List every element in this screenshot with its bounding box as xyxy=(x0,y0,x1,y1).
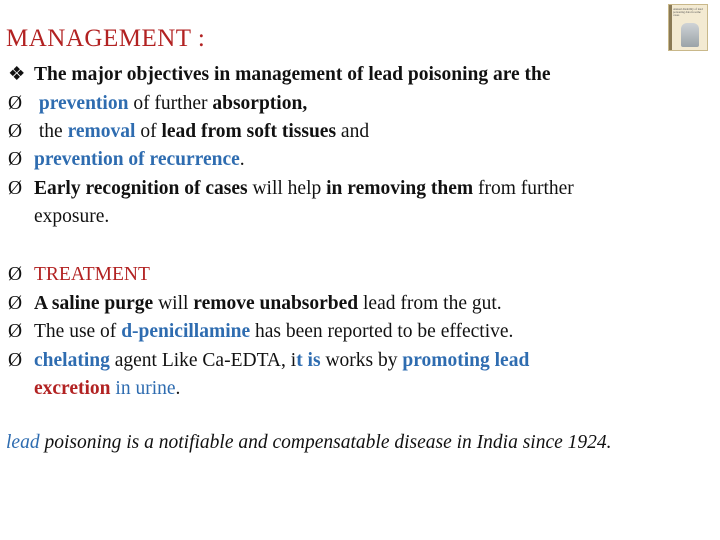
treatment-heading: TREATMENT xyxy=(34,264,150,285)
slide-title: MANAGEMENT : xyxy=(6,25,206,52)
bullet-text: the xyxy=(38,121,68,142)
bullet-text: lead from the gut. xyxy=(358,293,502,314)
removal-bullet xyxy=(8,118,369,146)
bullet-text: prevention xyxy=(38,93,129,114)
bullet-text: agent Like Ca-EDTA, i xyxy=(109,350,297,371)
arrow-bullet-icon: Ø xyxy=(8,121,23,142)
bullet-text: removal xyxy=(67,121,136,142)
bullet-text: of further xyxy=(128,93,213,114)
arrow-bullet-icon: Ø xyxy=(8,264,23,285)
thumbnail-caption xyxy=(673,8,703,17)
bullet-text: in removing them xyxy=(326,178,474,199)
bullet-text: lead from soft tissues xyxy=(161,121,337,142)
bullet-text: d-penicillamine xyxy=(121,321,251,342)
chelating-bullet xyxy=(8,347,529,375)
footer-note xyxy=(6,432,612,454)
footer-keyword: lead xyxy=(6,432,40,453)
arrow-bullet-icon: Ø xyxy=(8,293,23,314)
bullet-text: . xyxy=(239,149,245,170)
arrow-bullet-icon: Ø xyxy=(8,93,23,114)
bullet-text: The use of xyxy=(34,321,122,342)
arrow-bullet-icon: Ø xyxy=(8,321,23,342)
bullet-text: of xyxy=(135,121,162,142)
bullet-text: and xyxy=(336,121,370,142)
thumbnail-line: cases xyxy=(673,13,680,17)
bullet-text: . xyxy=(175,378,181,399)
saline-purge-bullet xyxy=(8,290,502,318)
diamond-bullet-icon: ❖ xyxy=(8,64,26,85)
thumbnail-line: Annual disability of lead xyxy=(673,7,703,11)
bullet-text: prevention of recurrence xyxy=(34,149,240,170)
bullet-text: remove unabsorbed xyxy=(193,293,359,314)
bullet-continuation: exposure. xyxy=(34,206,110,227)
recurrence-bullet xyxy=(8,146,245,174)
bullet-text: in urine xyxy=(110,378,176,399)
thumbnail-image xyxy=(668,4,708,51)
arrow-bullet-icon: Ø xyxy=(8,178,23,199)
early-recognition-bullet xyxy=(8,175,574,203)
bullet-text: will xyxy=(153,293,194,314)
bullet-text: t is xyxy=(296,350,321,371)
prevention-bullet xyxy=(8,90,307,118)
bullet-text: The major objectives in management of lead poisoning are the xyxy=(34,64,551,85)
bullet-text: from further xyxy=(473,178,574,199)
bullet-continuation xyxy=(34,375,180,403)
bullet-text: chelating xyxy=(34,350,110,371)
thumbnail-edge xyxy=(669,5,672,50)
arrow-bullet-icon: Ø xyxy=(8,149,23,170)
thumbnail-figure xyxy=(681,23,699,47)
bullet-text: has been reported to be effective. xyxy=(250,321,514,342)
bullet-text: A saline purge xyxy=(34,293,154,314)
bullet-text: promoting lead xyxy=(402,350,530,371)
bullet-text: excretion xyxy=(34,378,111,399)
objective-bullet xyxy=(8,61,551,89)
bullet-text: Early recognition of cases xyxy=(34,178,248,199)
arrow-bullet-icon: Ø xyxy=(8,350,23,371)
footer-text: poisoning is a notifiable and compensatable disease in India since 1924. xyxy=(39,432,612,453)
bullet-text: will help xyxy=(247,178,327,199)
bullet-text: works by xyxy=(320,350,403,371)
thumbnail-line: poisoning data in some xyxy=(673,10,701,14)
treatment-heading-bullet xyxy=(8,261,150,289)
bullet-text: absorption, xyxy=(212,93,308,114)
penicillamine-bullet xyxy=(8,318,513,346)
